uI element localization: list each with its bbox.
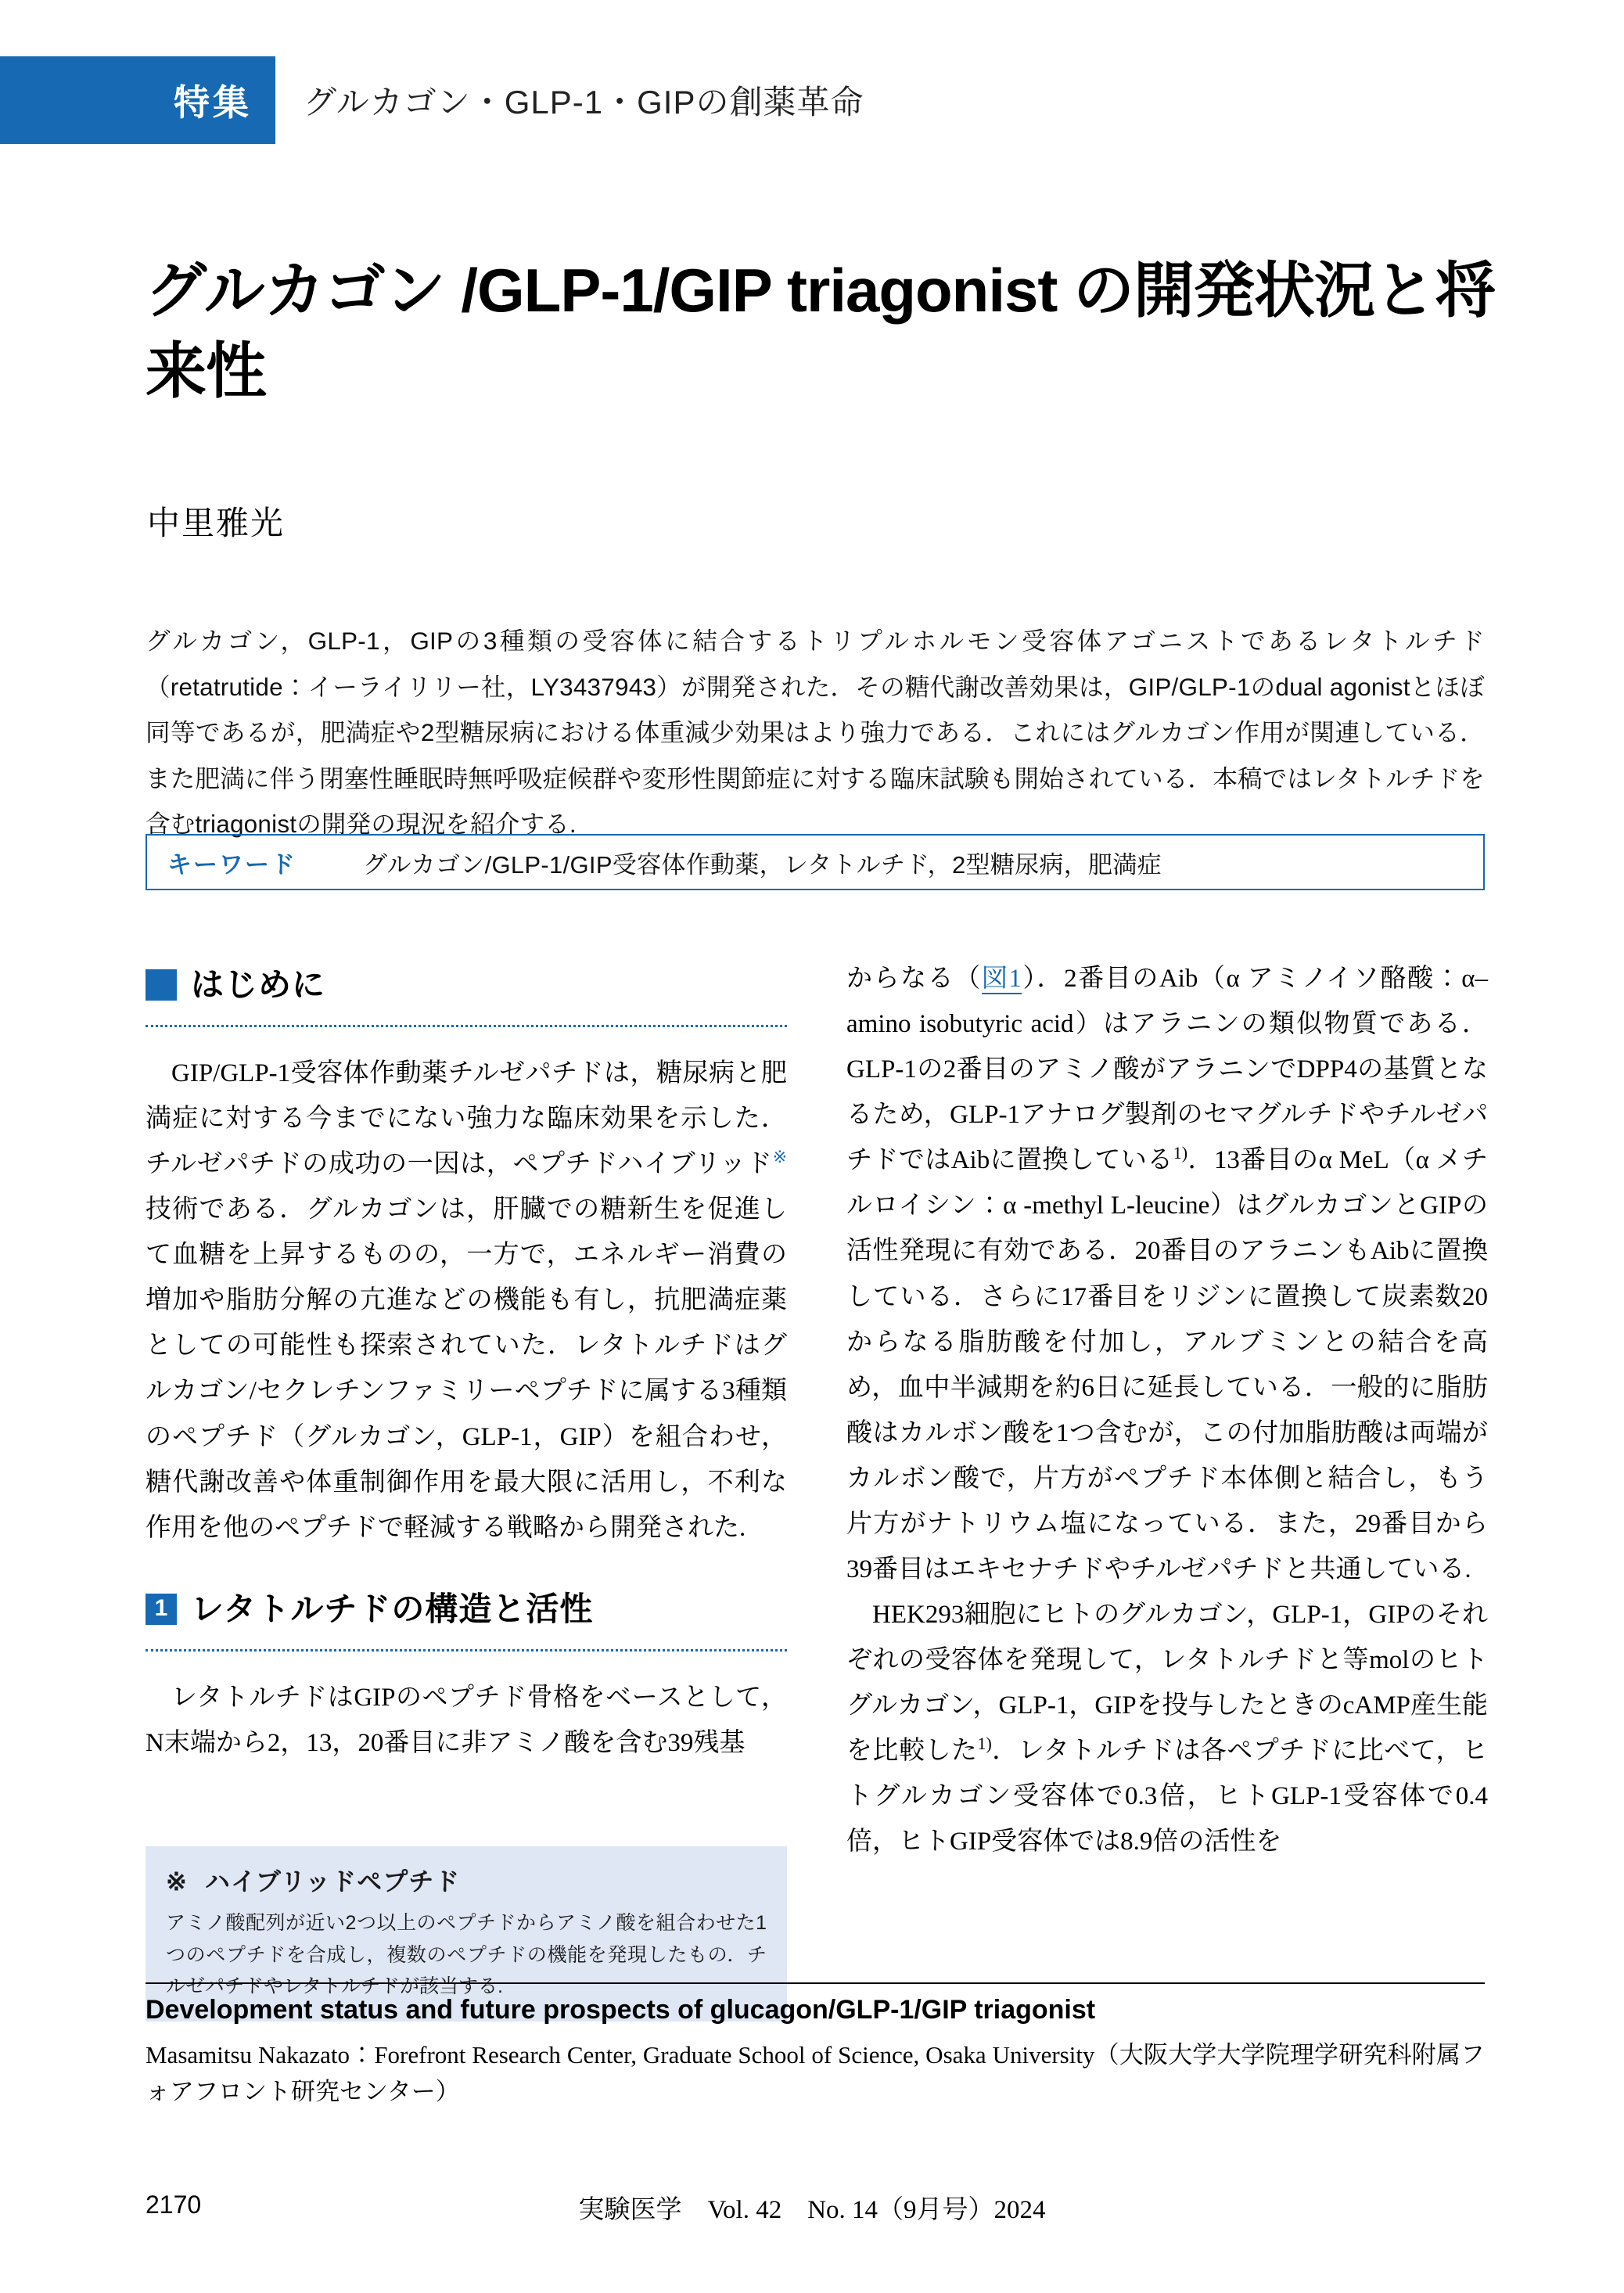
intro-text-part2: 技術である．グルカゴンは，肝臓での糖新生を促進して血糖を上昇するものの，一方で，エネルギー消費の増加や脂肪分解の亢進などの機能も有し，抗肥満症薬としての可能性も探索されていた．レタトルチドはグルカゴン/セクレチンファミリーペプチドに属する3種類のペプチド（グルカゴン，GLP-1，GIP）を組合わせ，糖代謝改善や体重制御作用を最大限に活用し，不利な作用を他のペプチドで軽減する戦略から開発された. (146, 1195, 787, 1542)
keywords-text: グルカゴン/GLP-1/GIP受容体作動薬，レタトルチド，2型糖尿病，肥満症 (363, 850, 1162, 879)
page-number: 2170 (146, 2191, 202, 2219)
section-number-badge: 1 (146, 1594, 177, 1625)
reference-marker-1: 1) (1173, 1143, 1188, 1163)
right-column (846, 956, 1488, 1865)
intro-paragraph (146, 1051, 787, 1551)
section-title-1: レタトルチドの構造と活性 (191, 1590, 594, 1627)
right-p1-part-c: ．13番目のα MeL（α メチルロイシン：α -methyl L-leucine）はグルカゴンとGIPの活性発現に有効である．20番目のアラニンもAibに置換している．さらに17番目をリジンに置換して炭素数20からなる脂肪酸を付加し，アルブミンとの結合を高め，血中半減期を約6日に延長している．一般的に脂肪酸はカルボン酸を1つ含むが，この付加脂肪酸は両端がカルボン酸で，片方がペプチド本体側と結合し，もう片方がナトリウム塩になっている．また，29番目から39番目はエキセナチドやチルゼパチドと共通している. (846, 1146, 1488, 1584)
feature-series-title: グルカゴン・GLP-1・GIPの創薬革命 (304, 84, 864, 120)
keywords-label: キーワード (167, 850, 296, 879)
keywords-box (146, 834, 1485, 890)
right-p1-part-a: からなる（ (846, 965, 982, 993)
english-title: Development status and future prospects of glucagon/GLP-1/GIP triagonist (146, 1995, 1096, 2025)
section1-paragraph: レタトルチドはGIPのペプチド骨格をベースとして，N末端から2，13，20番目に非アミノ酸を含む39残基 (146, 1683, 787, 1757)
author-name: 中里雅光 (147, 505, 286, 541)
hybrid-peptide-note-marker: ※ (772, 1147, 787, 1167)
abstract-text: グルカゴン，GLP-1，GIPの3種類の受容体に結合するトリプルホルモン受容体アゴニストであるレタトルチド（retatrutide：イーライリリー社，LY3437943）が開発された．その糖代謝改善効果は，GIP/GLP-1のdual agonistとほぼ同等であるが，肥満症や2型糖尿病における体重減少効果はより強力である．これにはグルカゴン作用が関連している．また肥満に伴う閉塞性睡眠時無呼吸症候群や変形性関節症に対する臨床試験も開始されている．本稿ではレタトルチドを含むtriagonistの開発の現況を紹介する. (146, 627, 1485, 839)
note-title-text: ハイブリッドペプチド (204, 1867, 461, 1896)
left-column (146, 956, 787, 1766)
note-marker-icon: ※ (166, 1867, 188, 1896)
section-title-intro: はじめに (191, 966, 326, 1003)
right-paragraph-1 (846, 956, 1488, 1592)
author-affiliation: Masamitsu Nakazato：Forefront Research Center, Graduate School of Science, Osaka University（大阪大学大学院理学研究科附属フォアフロント研究センター） (146, 2041, 1485, 2105)
figure-1-link[interactable]: 図1 (981, 965, 1022, 993)
footer-divider (146, 1982, 1485, 1984)
right-p2-part-a: HEK293細胞にヒトのグルカゴン，GLP-1，GIPのそれぞれの受容体を発現して，レタトルチドと等molのヒトグルカゴン，GLP-1，GIPを投与したときのcAMP産生能を比較した (846, 1601, 1488, 1766)
right-paragraph-2 (846, 1592, 1488, 1864)
header-blue-band (0, 56, 150, 144)
note-title-row (166, 1862, 767, 1898)
section-rule-intro (146, 1025, 787, 1027)
note-body-text: アミノ酸配列が近い2つ以上のペプチドからアミノ酸を組合わせた1つのペプチドを合成し，複数のペプチドの機能を発現したもの．チルゼパチドやレタトルチドが該当する. (166, 1912, 767, 1997)
section-heading-intro (146, 956, 787, 1014)
right-p2-part-b: ．レタトルチドは各ペプチドに比べて，ヒトグルカゴン受容体で0.3倍，ヒトGLP-1受容体で0.4倍，ヒトGIP受容体では8.9倍の活性を (846, 1737, 1489, 1856)
feature-tag: 特集 (150, 56, 275, 144)
intro-text-part1: GIP/GLP-1受容体作動薬チルゼパチドは，糖尿病と肥満症に対する今までにない強力な臨床効果を示した．チルゼパチドの成功の一因は，ペプチドハイブリッド (146, 1058, 787, 1179)
section-marker-square-icon (146, 969, 177, 1001)
section-rule-1 (146, 1649, 787, 1651)
journal-info: 実験医学 Vol. 42 No. 14（9月号）2024 (578, 2196, 1046, 2224)
right-p1-part-b: ）．2番目のAib（α アミノイソ酪酸：α–amino isobutyric acid）はアラニンの類似物質である．GLP-1の2番目のアミノ酸がアラニンでDPP4の基質となるため，GLP-1アナログ製剤のセマグルチドやチルゼパチドではAibに置換している (846, 965, 1489, 1175)
reference-marker-2: 1) (977, 1734, 992, 1754)
page-title: グルカゴン /GLP-1/GIP triagonist の開発状況と将来性 (146, 256, 1496, 405)
section-heading-1 (146, 1580, 787, 1638)
